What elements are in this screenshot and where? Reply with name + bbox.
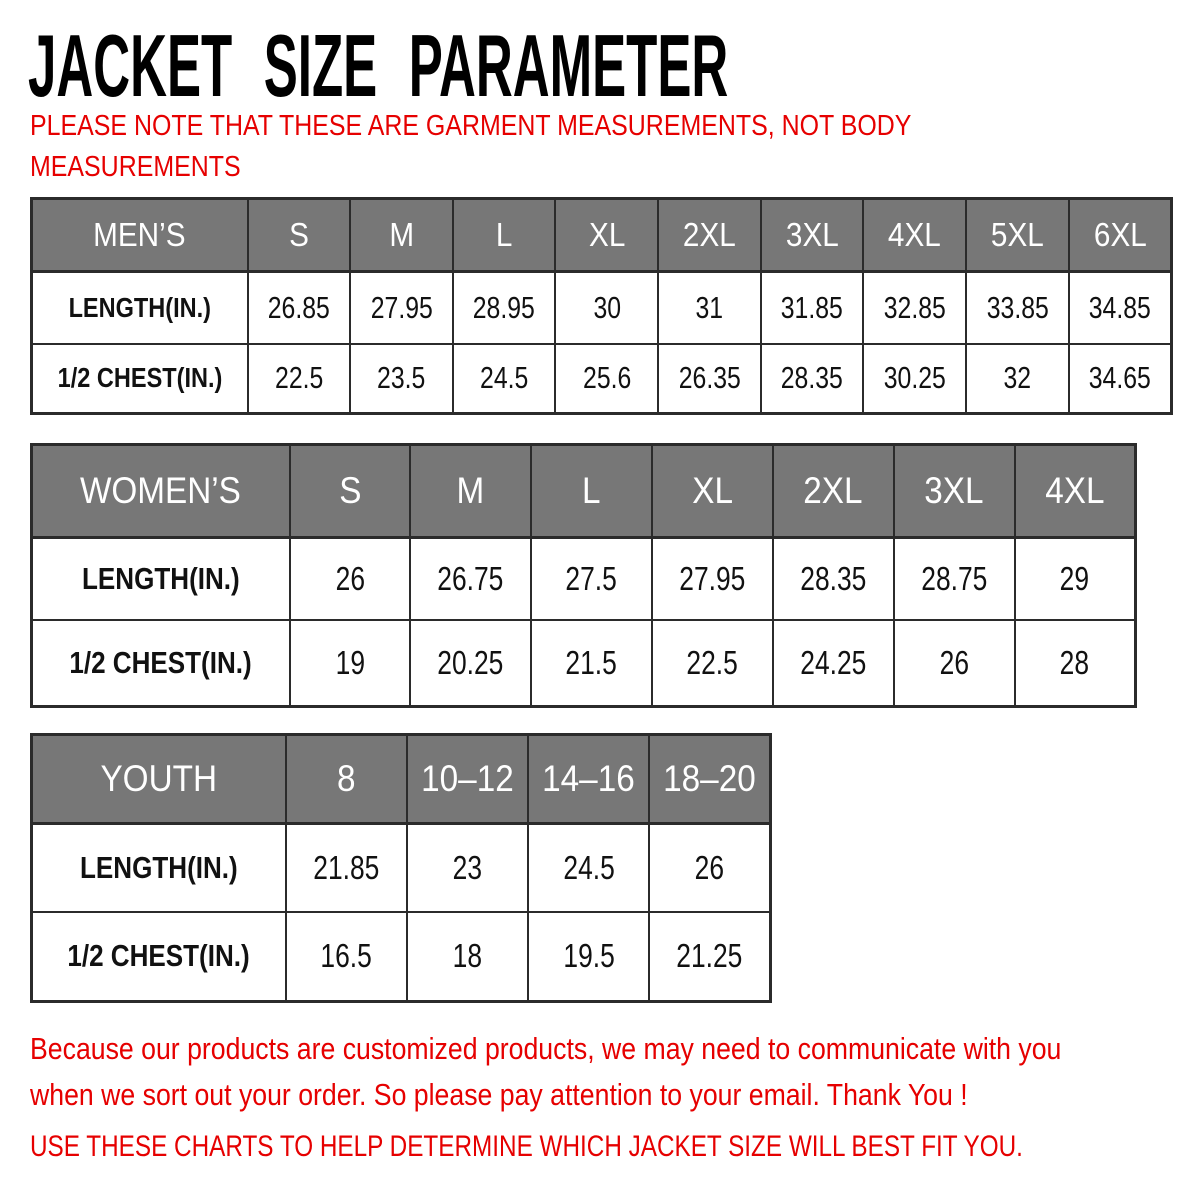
size-value-cell (773, 620, 894, 707)
table-title-cell (32, 445, 290, 538)
size-value-cell (555, 272, 658, 344)
header-label: 4XL (888, 216, 942, 253)
size-value-cell (290, 620, 411, 707)
size-value-cell (649, 824, 770, 912)
header-row (32, 445, 1136, 538)
customization-notice (30, 1026, 1061, 1118)
header-label: 5XL (990, 216, 1044, 253)
row-label: LENGTH(IN.) (68, 291, 211, 323)
note-line-2: MEASUREMENTS (30, 151, 241, 183)
size-value-cell (407, 824, 528, 912)
size-value: 22.5 (274, 360, 323, 396)
size-value-cell (528, 824, 649, 912)
mens-size-table (30, 197, 1173, 415)
row-label: LENGTH(IN.) (81, 560, 240, 596)
size-value: 26.85 (267, 289, 330, 325)
size-value-cell (863, 344, 966, 414)
womens-size-table (30, 443, 1137, 708)
size-value-cell (966, 272, 1069, 344)
size-value: 19 (335, 643, 365, 681)
size-column-header (1015, 445, 1136, 538)
size-value: 19.5 (562, 937, 615, 975)
header-label: 3XL (924, 470, 984, 511)
size-value-cell (531, 620, 652, 707)
size-column-header (555, 199, 658, 272)
customization-notice-line-2: when we sort out your order. So please pay attention to your email. Thank You ! (30, 1077, 968, 1112)
size-value-cell (658, 344, 761, 414)
size-value: 16.5 (320, 937, 372, 975)
youth-table (30, 733, 772, 1003)
size-value: 34.85 (1088, 289, 1151, 325)
fit-advice-note: USE THESE CHARTS TO HELP DETERMINE WHICH JACKET SIZE WILL BEST FIT YOU. (30, 1130, 1023, 1163)
row-label-cell (32, 344, 248, 414)
header-row (32, 735, 771, 824)
table-row (32, 272, 1172, 344)
row-label: LENGTH(IN.) (79, 849, 238, 885)
size-column-header (531, 445, 652, 538)
size-value-cell (528, 912, 649, 1002)
header-label: XL (588, 216, 625, 253)
row-label: 1/2 CHEST(IN.) (57, 362, 223, 394)
size-value: 21.5 (565, 643, 618, 681)
size-column-header (1069, 199, 1172, 272)
row-label-cell (32, 824, 286, 912)
size-value: 20.25 (437, 643, 504, 681)
size-value-cell (286, 824, 407, 912)
size-column-header (453, 199, 556, 272)
size-value: 24.5 (480, 360, 529, 396)
size-value-cell (286, 912, 407, 1002)
header-label: 6XL (1093, 216, 1147, 253)
size-value: 28 (1060, 643, 1090, 681)
size-column-header (407, 735, 528, 824)
size-value: 26.35 (678, 360, 741, 396)
size-value-cell (1015, 538, 1136, 620)
size-value: 23.5 (377, 360, 426, 396)
size-column-header (966, 199, 1069, 272)
header-label: 10–12 (421, 758, 514, 799)
size-column-header (894, 445, 1015, 538)
size-value-cell (894, 538, 1015, 620)
size-value-cell (531, 538, 652, 620)
header-label: 3XL (785, 216, 839, 253)
size-value: 27.95 (370, 289, 433, 325)
table-row (32, 912, 771, 1002)
size-value: 30.25 (883, 360, 946, 396)
size-value: 33.85 (986, 289, 1049, 325)
size-value-cell (658, 272, 761, 344)
size-value-cell (1069, 272, 1172, 344)
size-value: 21.85 (313, 848, 380, 886)
size-value: 24.5 (562, 848, 615, 886)
size-value-cell (966, 344, 1069, 414)
size-value-cell (350, 272, 453, 344)
header-label: XL (692, 470, 733, 511)
header-label: M (389, 216, 414, 253)
header-label: YOUTH (100, 758, 218, 799)
size-value-cell (248, 344, 351, 414)
header-label: M (456, 470, 485, 511)
table-row (32, 344, 1172, 414)
header-label: S (338, 470, 362, 511)
size-value: 29 (1060, 559, 1090, 597)
size-value: 34.65 (1088, 360, 1151, 396)
row-label-cell (32, 272, 248, 344)
row-label-cell (32, 620, 290, 707)
size-value-cell (290, 538, 411, 620)
size-value-cell (350, 344, 453, 414)
size-column-header (649, 735, 770, 824)
table-row (32, 620, 1136, 707)
size-column-header (290, 445, 411, 538)
size-value: 31.85 (781, 289, 844, 325)
header-label: WOMEN’S (80, 470, 242, 511)
size-value-cell (894, 620, 1015, 707)
size-column-header (658, 199, 761, 272)
size-value-cell (407, 912, 528, 1002)
size-value-cell (1069, 344, 1172, 414)
mens-table (30, 197, 1173, 415)
header-row (32, 199, 1172, 272)
table-title-cell (32, 735, 286, 824)
size-value: 28.35 (781, 360, 844, 396)
size-value: 25.6 (582, 360, 631, 396)
table-row (32, 538, 1136, 620)
size-value-cell (555, 344, 658, 414)
size-value-cell (453, 272, 556, 344)
size-value: 27.5 (565, 559, 618, 597)
header-label: L (582, 470, 601, 511)
womens-table (30, 443, 1137, 708)
header-label: 4XL (1045, 470, 1105, 511)
header-label: 2XL (683, 216, 736, 253)
row-label-cell (32, 538, 290, 620)
row-label-cell (32, 912, 286, 1002)
size-value-cell (248, 272, 351, 344)
size-value-cell (761, 344, 864, 414)
size-column-header (652, 445, 773, 538)
size-value: 32 (1003, 360, 1032, 396)
size-value: 22.5 (686, 643, 739, 681)
header-label: L (495, 216, 513, 253)
size-value: 27.95 (679, 559, 746, 597)
size-value-cell (761, 272, 864, 344)
size-column-header (248, 199, 351, 272)
size-value-cell (773, 538, 894, 620)
size-value: 28.75 (921, 559, 988, 597)
row-label: 1/2 CHEST(IN.) (69, 644, 252, 680)
size-column-header (410, 445, 531, 538)
row-label: 1/2 CHEST(IN.) (67, 938, 250, 974)
size-value: 21.25 (676, 937, 743, 975)
header-label: 8 (336, 758, 356, 799)
size-value-cell (410, 620, 531, 707)
size-column-header (761, 199, 864, 272)
size-value-cell (1015, 620, 1136, 707)
size-value: 28.95 (473, 289, 536, 325)
header-label: MEN’S (93, 216, 186, 253)
size-value: 24.25 (800, 643, 867, 681)
table-row (32, 824, 771, 912)
size-value: 30 (592, 289, 621, 325)
size-column-header (863, 199, 966, 272)
header-label: 14–16 (542, 758, 635, 799)
header-label: 18–20 (663, 758, 756, 799)
header-label: 2XL (803, 470, 863, 511)
size-value-cell (453, 344, 556, 414)
table-title-cell (32, 199, 248, 272)
size-value-cell (863, 272, 966, 344)
size-value: 26 (939, 643, 969, 681)
size-value-cell (652, 620, 773, 707)
garment-measurements-note (30, 106, 911, 188)
youth-size-table (30, 733, 772, 1003)
size-column-header (350, 199, 453, 272)
size-value: 26.75 (437, 559, 504, 597)
size-column-header (528, 735, 649, 824)
size-column-header (286, 735, 407, 824)
size-value: 26 (335, 559, 365, 597)
size-value-cell (410, 538, 531, 620)
size-value: 28.35 (800, 559, 867, 597)
size-value: 23 (452, 848, 483, 886)
size-value-cell (652, 538, 773, 620)
size-value-cell (649, 912, 770, 1002)
customization-notice-line-1: Because our products are customized products, we may need to communicate with you (30, 1031, 1062, 1066)
page-title: JACKET SIZE PARAMETER (28, 16, 729, 115)
size-value: 26 (694, 848, 725, 886)
size-value: 31 (695, 289, 724, 325)
header-label: S (288, 216, 309, 253)
size-column-header (773, 445, 894, 538)
size-value: 18 (452, 937, 483, 975)
note-line-1: PLEASE NOTE THAT THESE ARE GARMENT MEASUREMENTS, NOT BODY (30, 110, 912, 142)
size-value: 32.85 (883, 289, 946, 325)
